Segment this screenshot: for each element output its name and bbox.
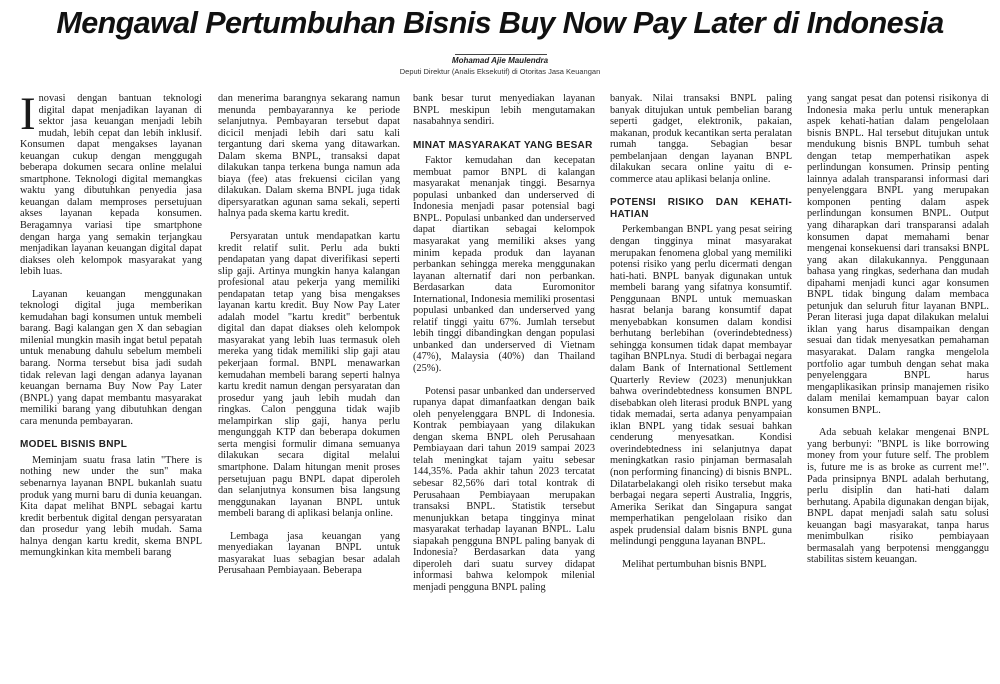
article-paragraph [20, 455, 202, 559]
paragraph-text: Perkembangan BNPL yang pesat seiring dengan tingginya minat masyarakat merupakan fenomena global yang memiliki potensi risiko yang perlu dicermati dengan hati-hati. BNPL banyak digunakan untuk membeli barang yang sifatnya konsumtif. Penggunaan BNPL untuk memuaskan hasrat belanja barang konsumtif dapat menyebabkan konsumen dalam kondisi berhutang berlebihan (overindebtedness) sehingga konsumen tidak dapat membayar tagihan BNPLnya. Studi di berbagai negara dalam Bank of International Settlement Quarterly Review (2023) menunjukkan bahwa overindebtedness konsumen BNPL disebabkan oleh literasi produk BNPL yang tidak memadai, serta adanya penyampaian iklan BNPL yang tidak sesuai bahkan cenderung menyesatkan. Kondisi overindebtedness ini selanjutnya dapat meningkatkan rasio pinjaman bermasalah (non performing financing) di bisnis BNPL. Dilatarbelakangi oleh risiko tersebut maka berbagai negara seperti Australia, Inggris, Amerika Serikat dan Singapura sangat memperhatikan pengelolaan risiko dan aspek prudensial dalam bisnis BNPL guna melindungi pengguna layanan BNPL. [610, 224, 792, 548]
paragraph-text: Lembaga jasa keuangan yang menyediakan layanan BNPL untuk masyarakat luas sebagian besar adalah Perusahaan Pembiayaan. Beberapa [218, 530, 400, 577]
article-paragraph [413, 93, 595, 128]
author-name: Mohamad Ajie Maulendra [451, 56, 549, 65]
article-paragraph [218, 531, 400, 577]
paragraph-text: Ada sebuah kelakar mengenai BNPL yang berbunyi: "BNPL is like borrowing money from your future self. The problem is, future me is as broke as current me!". Pada prinsipnya BNPL adalah berhutang, perlu disiplin dan hati-hati dalam berhutang. Apabila digunakan dengan bijak, BNPL dapat menjadi salah satu solusi keuangan bagi masyarakat, tanpa harus menimbulkan risiko pembiayaan bermasalah yang berpotensi mengganggu stabilitas sistem keuangan. [807, 427, 989, 566]
article-paragraph [610, 93, 792, 185]
byline-divider [455, 54, 547, 55]
paragraph-text: Melihat pertumbuhan bisnis BNPL [622, 558, 767, 570]
article-paragraph [20, 93, 202, 278]
article-paragraph [20, 289, 202, 428]
article-paragraph [218, 93, 400, 220]
article-column-2 [218, 93, 400, 681]
article-column-1 [20, 93, 202, 681]
section-heading: POTENSI RISIKO DAN KEHATI-HATIAN [610, 197, 792, 220]
article-paragraph [413, 386, 595, 594]
article-paragraph [218, 231, 400, 520]
paragraph-text: yang sangat pesat dan potensi risikonya di Indonesia maka perlu untuk menerapkan aspek kehati-hatian dalam pengelolaan bisnis BNPL. Hal tersebut ditujukan untuk mendukung bisnis BNPL tumbuh sehat dengan tetap memperhatikan aspek perlindungan konsumen. Prinsip penting lainnya adalah transparansi informasi dari penyelenggara BNPL yang merupakan komponen penting dalam aspek perlindungan konsumen BNPL. Output yang diharapkan dari transparansi adalah konsumen dapat memahami benar mengenai konsekuensi dari transaksi BNPL yang akan dilakukannya. Penggunaan bahasa yang ringkas, sederhana dan mudah dipahami menjadi kunci agar konsumen BNPL tidak bingung dalam membaca petunjuk dan seluruh fitur layanan BNPL. Peran literasi juga dapat dilakukan melalui iklan yang harus disampaikan dengan sesuai dan tidak menyesatkan pemahaman masyarakat. Dalam rangka mengelola portfolio agar tumbuh dengan sehat maka penyelenggara BNPL harus mengaplikasikan prinsip manajemen risiko dalam menilai kemampuan bayar calon konsumen BNPL. [807, 93, 989, 416]
paragraph-text: Persyaratan untuk mendapatkan kartu kredit relatif sulit. Perlu ada bukti pendapatan yang dapat diverifikasi seperti slip gaji. Artinya mungkin hanya kalangan profesional atau pekerja yang memiliki pendapatan tetap yang bisa mengakses layanan kartu kredit. Buy Now Pay Later adalah model "kartu kredit" berbentuk digital dan dapat diakses oleh kelompok masyarakat yang lebih luas termasuk oleh mereka yang tidak memiliki slip gaji atau pekerjaan formal. BNPL menawarkan kemudahan membeli barang seperti halnya kartu kredit namun dengan persyaratan dan prosedur yang jauh lebih mudah dan ringkas. Calon pengguna tidak wajib melampirkan slip gaji, hanya perlu mengunggah KTP dan beberapa dokumen serta mengisi formulir dimana semuanya dilakukan secara digital melalui smartphone. Dalam hitungan menit proses persetujuan pagu BNPL dapat diperoleh dan selanjutnya konsumen bisa langsung menggunakan layanan BNPL untuk membeli barang di aplikasi belanja online. [218, 231, 400, 520]
section-heading: MINAT MASYARAKAT YANG BESAR [413, 139, 593, 151]
article-paragraph [413, 155, 595, 374]
paragraph-text: Potensi pasar unbanked dan underserved rupanya dapat dimanfaatkan dengan baik oleh penyelenggara BNPL di Indonesia. Kontrak pembiayaan yang dilakukan dengan skema BNPL oleh Perusahaan Pembiayaan dari tahun 2019 sampai 2023 telah meningkat tajam yaitu sebesar 144,35%. Pada akhir tahun 2023 tercatat sebesar 82,56% dari total kontrak di Perusahaan Pembiayaan merupakan transaksi BNPL. Statistik tersebut menunjukkan betapa tingginya minat masyarakat terhadap layanan BNPL. Lalu siapakah pengguna BNPL paling banyak di Indonesia? Berdasarkan data yang diperoleh dari suatu survey didapat informasi bahwa kelompok milenial menjadi pengguna BNPL paling [413, 385, 595, 593]
article-paragraph [807, 93, 989, 416]
article-column-4 [610, 93, 792, 681]
article-column-5 [807, 93, 989, 681]
article-column-3 [413, 93, 595, 681]
paragraph-text: Meminjam suatu frasa latin "There is nothing new under the sun" maka sebenarnya layanan BNPL bukanlah suatu produk yang murni baru di dunia keuangan. Kita dapat melihat BNPL sebagai kartu kredit berbentuk digital dengan persyaratan dan prosedur yang lebih mudah. Sama halnya dengan kartu kredit, skema BNPL memungkinkan kita membeli barang [20, 454, 202, 559]
section-heading: MODEL BISNIS BNPL [20, 439, 128, 451]
article-paragraph [807, 427, 989, 566]
paragraph-text: Layanan keuangan menggunakan teknologi digital juga memberikan kemudahan bagi konsumen untuk membeli barang. Bagi kalangan gen X dan sebagian milenial mungkin masih ingat betul pepatah untuk menabung dahulu sebelum membeli barang. Norma tersebut bisa jadi sudah tidak relevan lagi dengan adanya layanan keuangan bernama Buy Now Pay Later (BNPL) yang dapat membantu masyarakat memiliki barang yang dibutuhkan dengan cara menunda pembayaran. [20, 288, 202, 427]
paragraph-text: banyak. Nilai transaksi BNPL paling banyak ditujukan untuk pembelian barang seperti gadget, elektronik, pakaian, makanan, produk kecantikan serta peralatan rumah tangga. Sebagian besar pembelanjaan dengan layanan BNPL dilakukan secara online yaitu di e-commerce atau aplikasi belanja online. [610, 93, 792, 185]
article-paragraph [610, 224, 792, 547]
paragraph-text: bank besar turut menyediakan layanan BNPL meskipun lebih mengutamakan nasabahnya sendiri. [413, 93, 595, 128]
paragraph-text: Faktor kemudahan dan kecepatan membuat pamor BNPL di kalangan masyarakat menanjak tinggi. Besarnya populasi unbanked dan underserved di Indonesia menjadi pasar potensial bagi BNPL. Populasi unbanked dan underserved dapat diartikan sebagai kelompok masyarakat yang memiliki akses yang minim kepada produk dan layanan perbankan sehingga mereka menggunakan layanan alternatif dari non perbankan. Berdasarkan data Euromonitor International, Indonesia memiliki prosentasi populasi unbanked dan underserved yang relatif tinggi yaitu 67%. Jumlah tersebut lebih tinggi dibandingkan dengan populasi unbanked dan underserved di Vietnam (47%), Malaysia (40%) dan Thailand (25%). [413, 155, 595, 375]
paragraph-text: novasi dengan bantuan teknologi digital dapat menjadikan layanan di sektor jasa keuangan menjadi lebih mudah, lebih cepat dan lebih inklusif. Konsumen dapat mengakses layanan keuangan cukup dengan menggugah beberapa dokumen secara online melalui smartphone. Teknologi digital memangkas waktu yang dibutuhkan penyedia jasa keuangan dalam memproses persetujuan akses layanan kepada konsumen. Beragamnya variasi tipe smartphone dengan harga yang semakin terjangkau menjadikan layanan keuangan digital dapat diakses oleh kelompok masyarakat yang lebih luas. [20, 93, 202, 278]
article-paragraph [610, 559, 792, 571]
paragraph-text: dan menerima barangnya sekarang namun menunda pembayarannya ke periode selanjutnya. Pembayaran tersebut dapat dicicil menjadi lebih dari satu kali tergantung dari skema yang ditawarkan. Dalam skema BNPL, transaksi dapat dilakukan tanpa terkena bunga namun ada biaya (fee) atas frekuensi cicilan yang dilakukan. Dalam skema BNPL juga tidak dipersyaratkan agunan sama sekali, seperti halnya pada skema kartu kredit. [218, 93, 400, 220]
article-title: Mengawal Pertumbuhan Bisnis Buy Now Pay Later di Indonesia [56, 6, 944, 40]
drop-cap: I [20, 93, 36, 140]
author-role: Deputi Direktur (Analis Eksekutif) di Otoritas Jasa Keuangan [399, 67, 601, 76]
